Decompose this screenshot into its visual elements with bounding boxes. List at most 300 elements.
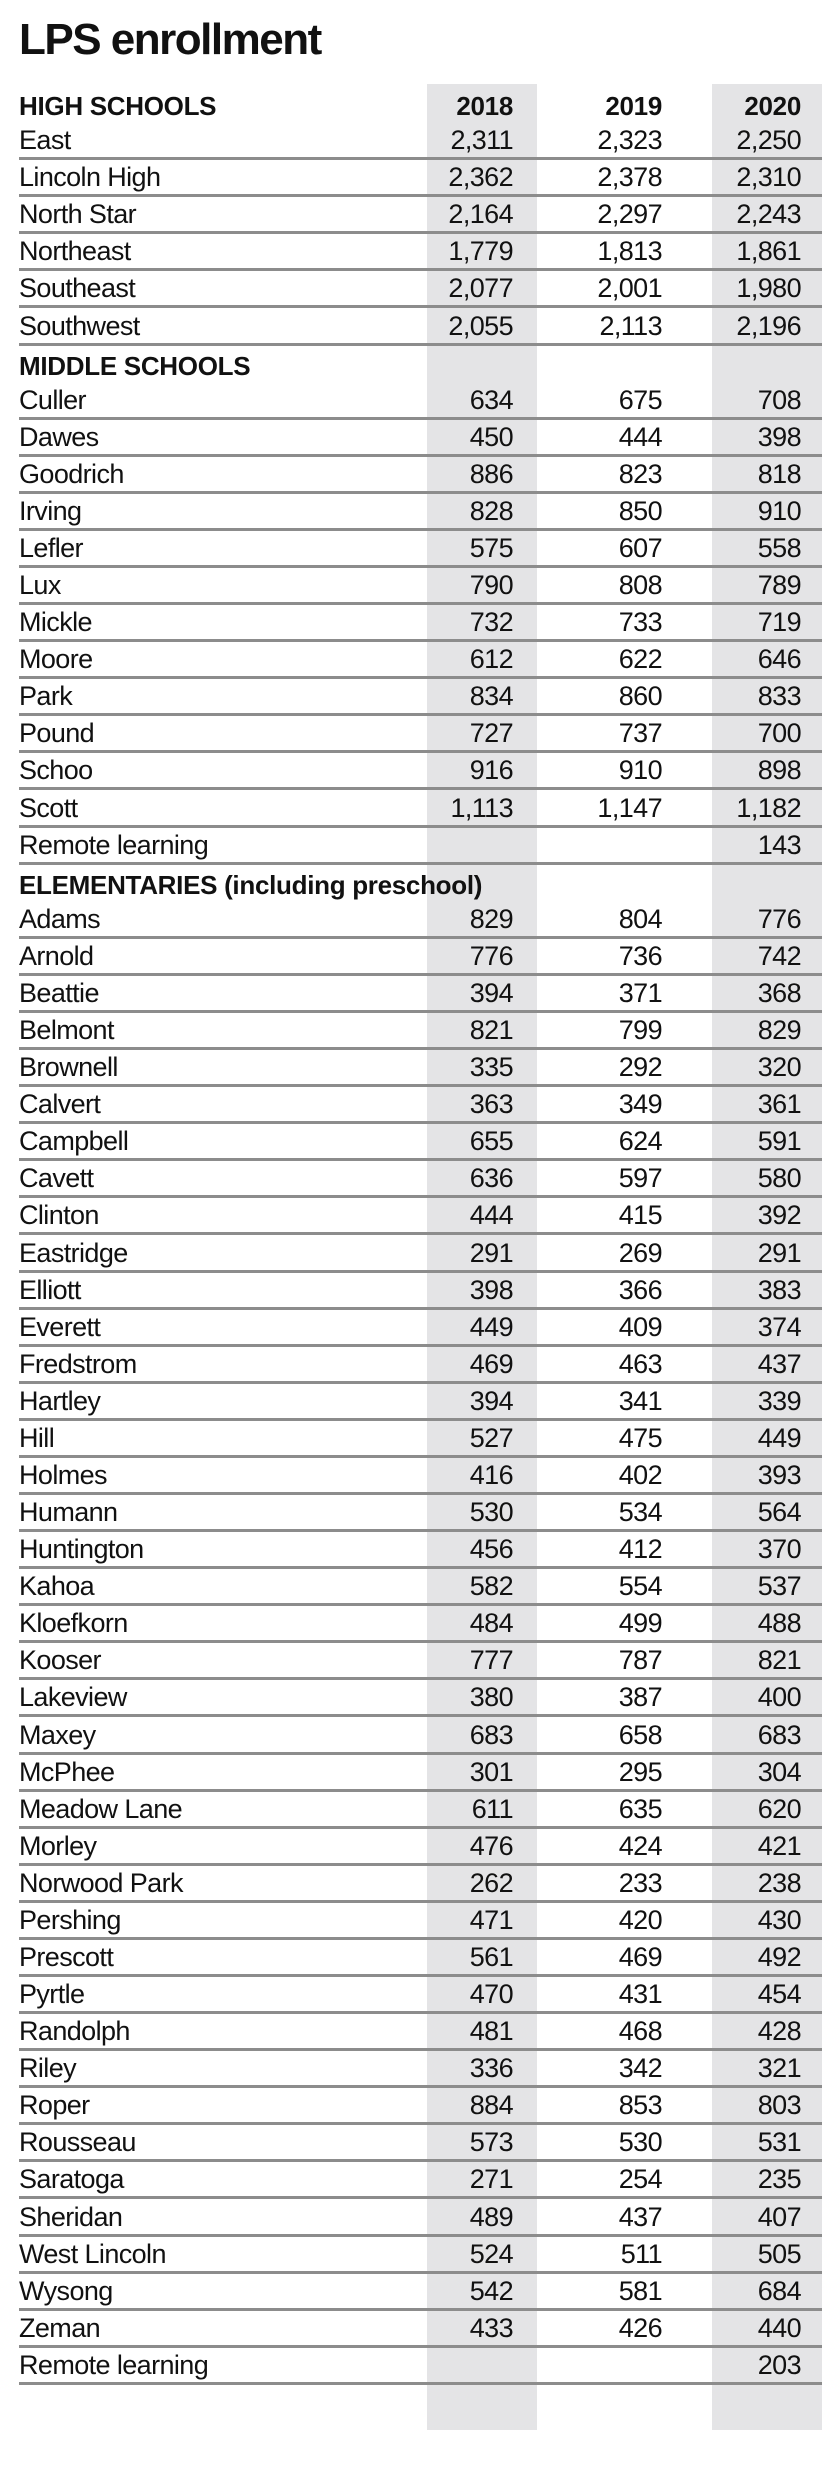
enrollment-2019: 823 <box>618 458 662 489</box>
enrollment-2018: 527 <box>469 1422 513 1453</box>
school-name: Hill <box>19 1422 55 1453</box>
enrollment-2018: 1,113 <box>450 792 513 823</box>
enrollment-2020: 449 <box>757 1422 801 1453</box>
enrollment-2018: 834 <box>469 681 513 712</box>
enrollment-2018: 398 <box>469 1274 513 1305</box>
school-name: Brownell <box>19 1052 118 1083</box>
enrollment-2018: 542 <box>469 2275 513 2306</box>
enrollment-2020: 383 <box>757 1274 801 1305</box>
table-row <box>19 642 822 679</box>
enrollment-2020: 1,182 <box>736 792 801 823</box>
enrollment-2020: 361 <box>757 1089 801 1120</box>
table-row <box>19 1866 822 1903</box>
enrollment-2019: 2,001 <box>597 273 662 304</box>
enrollment-2019: 412 <box>618 1534 662 1565</box>
enrollment-2018: 530 <box>469 1497 513 1528</box>
enrollment-2020: 2,196 <box>736 310 801 341</box>
school-name: Lux <box>19 570 61 601</box>
enrollment-2020: 291 <box>757 1237 801 1268</box>
table-row <box>19 976 822 1013</box>
column-header-2018: 2018 <box>456 91 513 122</box>
table-row <box>19 420 822 457</box>
enrollment-2020: 742 <box>757 940 801 971</box>
school-name: Cavett <box>19 1163 94 1194</box>
enrollment-2020: 620 <box>757 1793 801 1824</box>
table-row <box>19 1940 822 1977</box>
enrollment-2019: 475 <box>618 1422 662 1453</box>
table-row <box>19 1310 822 1347</box>
school-name: Moore <box>19 644 93 675</box>
enrollment-2018: 363 <box>469 1089 513 1120</box>
table-row <box>19 1050 822 1087</box>
school-name: Remote learning <box>19 829 209 860</box>
table-row <box>19 1124 822 1161</box>
school-name: Southeast <box>19 273 136 304</box>
enrollment-2019: 409 <box>618 1311 662 1342</box>
table-row <box>19 2237 822 2274</box>
school-name: North Star <box>19 199 137 230</box>
enrollment-2020: 829 <box>757 1015 801 1046</box>
enrollment-2020: 421 <box>757 1830 801 1861</box>
enrollment-2019: 2,113 <box>599 310 662 341</box>
table-row <box>19 1198 822 1235</box>
table-row <box>19 2162 822 2199</box>
enrollment-2019: 624 <box>618 1126 662 1157</box>
school-name: Arnold <box>19 940 94 971</box>
table-row <box>19 1458 822 1495</box>
table-row <box>19 1013 822 1050</box>
enrollment-2018: 336 <box>469 2053 513 2084</box>
table-row <box>19 2274 822 2311</box>
table-header-row <box>19 86 822 123</box>
enrollment-2018: 683 <box>469 1719 513 1750</box>
column-header-2020: 2020 <box>744 91 801 122</box>
enrollment-2018: 2,311 <box>450 125 513 156</box>
enrollment-2018: 416 <box>469 1459 513 1490</box>
enrollment-2020: 2,310 <box>736 162 801 193</box>
table-row <box>19 939 822 976</box>
enrollment-2019: 426 <box>618 2312 662 2343</box>
enrollment-2019: 2,378 <box>597 162 662 193</box>
school-name: Zeman <box>19 2312 101 2343</box>
enrollment-2019: 233 <box>618 1867 662 1898</box>
table-row <box>19 605 822 642</box>
table-row <box>19 123 822 160</box>
enrollment-2019: 2,297 <box>597 199 662 230</box>
enrollment-2018: 732 <box>469 607 513 638</box>
enrollment-2019: 910 <box>618 755 662 786</box>
enrollment-2019: 853 <box>618 2090 662 2121</box>
section-header: MIDDLE SCHOOLS <box>19 350 251 381</box>
enrollment-2019: 530 <box>618 2127 662 2158</box>
table-row <box>19 1569 822 1606</box>
table-row <box>19 160 822 197</box>
enrollment-2018: 634 <box>469 384 513 415</box>
enrollment-2020: 392 <box>757 1200 801 1231</box>
enrollment-2020: 440 <box>757 2312 801 2343</box>
enrollment-2019: 424 <box>618 1830 662 1861</box>
school-name: Lakeview <box>19 1682 127 1713</box>
enrollment-2019: 597 <box>618 1163 662 1194</box>
enrollment-2019: 415 <box>618 1200 662 1231</box>
section-header: HIGH SCHOOLS <box>19 91 217 122</box>
enrollment-2020: 531 <box>757 2127 801 2158</box>
enrollment-2018: 444 <box>469 1200 513 1231</box>
enrollment-2020: 488 <box>757 1608 801 1639</box>
enrollment-2019: 675 <box>618 384 662 415</box>
enrollment-2020: 398 <box>757 421 801 452</box>
table-row <box>19 2199 822 2236</box>
enrollment-2019: 437 <box>618 2201 662 2232</box>
enrollment-2018: 335 <box>469 1052 513 1083</box>
section-header-row <box>19 865 822 902</box>
school-name: Kooser <box>19 1645 101 1676</box>
table-row <box>19 568 822 605</box>
school-name: Northeast <box>19 236 131 267</box>
enrollment-2019: 581 <box>618 2275 662 2306</box>
school-name: Lefler <box>19 533 83 564</box>
school-name: Schoo <box>19 755 93 786</box>
enrollment-2020: 821 <box>757 1645 801 1676</box>
school-name: Campbell <box>19 1126 129 1157</box>
enrollment-2018: 612 <box>469 644 513 675</box>
enrollment-2019: 860 <box>618 681 662 712</box>
school-name: Dawes <box>19 421 99 452</box>
enrollment-2019: 736 <box>618 940 662 971</box>
enrollment-2020: 2,243 <box>736 199 801 230</box>
enrollment-2020: 235 <box>757 2164 801 2195</box>
table-row <box>19 1347 822 1384</box>
table-row <box>19 2311 822 2348</box>
table-row <box>19 790 822 827</box>
table-row <box>19 271 822 308</box>
school-name: Lincoln High <box>19 162 161 193</box>
table-row <box>19 457 822 494</box>
school-name: McPhee <box>19 1756 115 1787</box>
enrollment-2020: 454 <box>757 1979 801 2010</box>
school-name: Pound <box>19 718 95 749</box>
enrollment-2020: 683 <box>757 1719 801 1750</box>
school-name: East <box>19 125 71 156</box>
table-row <box>19 1755 822 1792</box>
enrollment-2018: 829 <box>469 903 513 934</box>
school-name: Randolph <box>19 2016 130 2047</box>
enrollment-2020: 437 <box>757 1348 801 1379</box>
enrollment-2018: 433 <box>469 2312 513 2343</box>
enrollment-2020: 374 <box>757 1311 801 1342</box>
school-name: Scott <box>19 792 78 823</box>
enrollment-2020: 898 <box>757 755 801 786</box>
table-row <box>19 2051 822 2088</box>
enrollment-2020: 818 <box>757 458 801 489</box>
enrollment-2020: 368 <box>757 977 801 1008</box>
table-row <box>19 531 822 568</box>
enrollment-2020: 505 <box>757 2238 801 2269</box>
enrollment-2019: 499 <box>618 1608 662 1639</box>
enrollment-2019: 402 <box>618 1459 662 1490</box>
enrollment-2018: 271 <box>469 2164 513 2195</box>
enrollment-2020: 492 <box>757 1941 801 1972</box>
table-row <box>19 828 822 865</box>
enrollment-2018: 575 <box>469 533 513 564</box>
enrollment-2018: 489 <box>469 2201 513 2232</box>
school-name: Clinton <box>19 1200 99 1231</box>
enrollment-2018: 469 <box>469 1348 513 1379</box>
enrollment-2020: 537 <box>757 1571 801 1602</box>
enrollment-2019: 444 <box>618 421 662 452</box>
enrollment-2020: 2,250 <box>736 125 801 156</box>
enrollment-2018: 470 <box>469 1979 513 2010</box>
school-name: Saratoga <box>19 2164 124 2195</box>
school-name: Southwest <box>19 310 140 341</box>
enrollment-2018: 2,164 <box>448 199 513 230</box>
enrollment-2018: 611 <box>471 1793 513 1824</box>
table-row <box>19 1903 822 1940</box>
school-name: Adams <box>19 903 101 934</box>
enrollment-2019: 387 <box>618 1682 662 1713</box>
enrollment-2020: 558 <box>757 533 801 564</box>
school-name: West Lincoln <box>19 2238 166 2269</box>
school-name: Huntington <box>19 1534 144 1565</box>
enrollment-2020: 646 <box>757 644 801 675</box>
school-name: Prescott <box>19 1941 114 1972</box>
table-row <box>19 2125 822 2162</box>
enrollment-2018: 790 <box>469 570 513 601</box>
enrollment-2020: 910 <box>757 495 801 526</box>
enrollment-2020: 430 <box>757 1904 801 1935</box>
enrollment-2020: 789 <box>757 570 801 601</box>
enrollment-2020: 393 <box>757 1459 801 1490</box>
enrollment-2019: 2,323 <box>597 125 662 156</box>
table-row <box>19 1606 822 1643</box>
enrollment-2018: 776 <box>469 940 513 971</box>
enrollment-2018: 655 <box>469 1126 513 1157</box>
enrollment-2018: 2,362 <box>448 162 513 193</box>
enrollment-2019: 607 <box>618 533 662 564</box>
school-name: Roper <box>19 2090 90 2121</box>
enrollment-2018: 886 <box>469 458 513 489</box>
enrollment-2018: 481 <box>469 2016 513 2047</box>
enrollment-2018: 524 <box>469 2238 513 2269</box>
enrollment-2019: 804 <box>618 903 662 934</box>
table-row <box>19 2014 822 2051</box>
enrollment-2018: 916 <box>469 755 513 786</box>
enrollment-2019: 622 <box>618 644 662 675</box>
enrollment-2019: 349 <box>618 1089 662 1120</box>
enrollment-2019: 468 <box>618 2016 662 2047</box>
enrollment-2018: 1,779 <box>448 236 513 267</box>
table-row <box>19 2348 822 2385</box>
table-row <box>19 234 822 271</box>
enrollment-2020: 304 <box>757 1756 801 1787</box>
school-name: Belmont <box>19 1015 114 1046</box>
enrollment-2020: 564 <box>757 1497 801 1528</box>
school-name: Culler <box>19 384 86 415</box>
enrollment-2020: 143 <box>757 829 801 860</box>
enrollment-2018: 484 <box>469 1608 513 1639</box>
school-name: Park <box>19 681 73 712</box>
table-row <box>19 1532 822 1569</box>
school-name: Remote learning <box>19 2349 209 2380</box>
school-name: Rousseau <box>19 2127 136 2158</box>
enrollment-2020: 776 <box>757 903 801 934</box>
page-title: LPS enrollment <box>19 15 321 64</box>
table-row <box>19 197 822 234</box>
school-name: Morley <box>19 1830 97 1861</box>
table-row <box>19 1717 822 1754</box>
enrollment-2018: 301 <box>469 1756 513 1787</box>
table-row <box>19 716 822 753</box>
enrollment-2018: 582 <box>469 1571 513 1602</box>
enrollment-2020: 238 <box>757 1867 801 1898</box>
enrollment-2019: 371 <box>618 977 662 1008</box>
enrollment-2018: 561 <box>469 1941 513 1972</box>
enrollment-2019: 269 <box>618 1237 662 1268</box>
school-name: Hartley <box>19 1385 101 1416</box>
school-name: Maxey <box>19 1719 96 1750</box>
school-name: Wysong <box>19 2275 113 2306</box>
school-name: Goodrich <box>19 458 124 489</box>
enrollment-2020: 370 <box>757 1534 801 1565</box>
enrollment-2020: 803 <box>757 2090 801 2121</box>
enrollment-2020: 684 <box>757 2275 801 2306</box>
enrollment-2018: 2,077 <box>448 273 513 304</box>
section-header: ELEMENTARIES (including preschool) <box>19 869 483 900</box>
school-name: Beattie <box>19 977 99 1008</box>
enrollment-2019: 1,147 <box>597 792 662 823</box>
section-header-row <box>19 346 822 383</box>
enrollment-2018: 777 <box>469 1645 513 1676</box>
enrollment-2020: 708 <box>757 384 801 415</box>
table-row <box>19 1792 822 1829</box>
enrollment-2020: 339 <box>757 1385 801 1416</box>
enrollment-2018: 471 <box>469 1904 513 1935</box>
table-row <box>19 1235 822 1272</box>
enrollment-2019: 431 <box>618 1979 662 2010</box>
enrollment-2020: 591 <box>757 1126 801 1157</box>
enrollment-2018: 476 <box>469 1830 513 1861</box>
school-name: Norwood Park <box>19 1867 183 1898</box>
school-name: Holmes <box>19 1459 107 1490</box>
enrollment-2020: 407 <box>757 2201 801 2232</box>
enrollment-2018: 450 <box>469 421 513 452</box>
enrollment-2020: 580 <box>757 1163 801 1194</box>
enrollment-2019: 733 <box>618 607 662 638</box>
enrollment-2019: 799 <box>618 1015 662 1046</box>
enrollment-2019: 366 <box>618 1274 662 1305</box>
enrollment-2019: 341 <box>618 1385 662 1416</box>
enrollment-2020: 1,861 <box>736 236 801 267</box>
school-name: Pershing <box>19 1904 121 1935</box>
enrollment-2018: 456 <box>469 1534 513 1565</box>
enrollment-2019: 469 <box>618 1941 662 1972</box>
enrollment-2019: 737 <box>618 718 662 749</box>
table-row <box>19 1384 822 1421</box>
enrollment-2018: 291 <box>469 1237 513 1268</box>
table-row <box>19 383 822 420</box>
enrollment-2020: 321 <box>757 2053 801 2084</box>
school-name: Riley <box>19 2053 77 2084</box>
enrollment-2019: 342 <box>618 2053 662 2084</box>
school-name: Meadow Lane <box>19 1793 183 1824</box>
enrollment-2018: 380 <box>469 1682 513 1713</box>
enrollment-2019: 511 <box>620 2238 662 2269</box>
table-row <box>19 679 822 716</box>
table-row <box>19 1977 822 2014</box>
enrollment-2018: 884 <box>469 2090 513 2121</box>
school-name: Mickle <box>19 607 92 638</box>
enrollment-2020: 833 <box>757 681 801 712</box>
enrollment-2018: 2,055 <box>448 310 513 341</box>
table-row <box>19 494 822 531</box>
table-row <box>19 308 822 345</box>
enrollment-2019: 1,813 <box>597 236 662 267</box>
enrollment-2019: 292 <box>618 1052 662 1083</box>
table-row <box>19 1421 822 1458</box>
enrollment-2019: 554 <box>618 1571 662 1602</box>
table-row <box>19 1829 822 1866</box>
school-name: Humann <box>19 1497 118 1528</box>
school-name: Fredstrom <box>19 1348 137 1379</box>
enrollment-2018: 573 <box>469 2127 513 2158</box>
school-name: Eastridge <box>19 1237 128 1268</box>
enrollment-2019: 808 <box>618 570 662 601</box>
enrollment-2019: 635 <box>618 1793 662 1824</box>
school-name: Kloefkorn <box>19 1608 128 1639</box>
enrollment-2018: 828 <box>469 495 513 526</box>
enrollment-2020: 700 <box>757 718 801 749</box>
enrollment-2020: 428 <box>757 2016 801 2047</box>
table-row <box>19 1680 822 1717</box>
enrollment-2020: 719 <box>757 607 801 638</box>
enrollment-2019: 295 <box>618 1756 662 1787</box>
enrollment-2018: 636 <box>469 1163 513 1194</box>
column-header-2019: 2019 <box>605 91 662 122</box>
table-row <box>19 1161 822 1198</box>
enrollment-table <box>19 86 822 2385</box>
enrollment-2020: 1,980 <box>736 273 801 304</box>
table-row <box>19 1495 822 1532</box>
enrollment-2019: 850 <box>618 495 662 526</box>
table-row <box>19 902 822 939</box>
table-row <box>19 1087 822 1124</box>
table-row <box>19 1273 822 1310</box>
table-row <box>19 2088 822 2125</box>
enrollment-2019: 787 <box>618 1645 662 1676</box>
enrollment-2018: 394 <box>469 1385 513 1416</box>
school-name: Irving <box>19 495 82 526</box>
enrollment-2020: 320 <box>757 1052 801 1083</box>
enrollment-2019: 463 <box>618 1348 662 1379</box>
school-name: Elliott <box>19 1274 81 1305</box>
enrollment-2019: 420 <box>618 1904 662 1935</box>
school-name: Pyrtle <box>19 1979 85 2010</box>
school-name: Everett <box>19 1311 101 1342</box>
table-row <box>19 1643 822 1680</box>
enrollment-2018: 394 <box>469 977 513 1008</box>
enrollment-2018: 449 <box>469 1311 513 1342</box>
enrollment-2019: 534 <box>618 1497 662 1528</box>
school-name: Sheridan <box>19 2201 123 2232</box>
enrollment-2019: 658 <box>618 1719 662 1750</box>
school-name: Calvert <box>19 1089 101 1120</box>
enrollment-2020: 400 <box>757 1682 801 1713</box>
enrollment-2018: 821 <box>469 1015 513 1046</box>
enrollment-2018: 727 <box>469 718 513 749</box>
enrollment-2018: 262 <box>469 1867 513 1898</box>
school-name: Kahoa <box>19 1571 95 1602</box>
enrollment-2020: 203 <box>757 2349 801 2380</box>
